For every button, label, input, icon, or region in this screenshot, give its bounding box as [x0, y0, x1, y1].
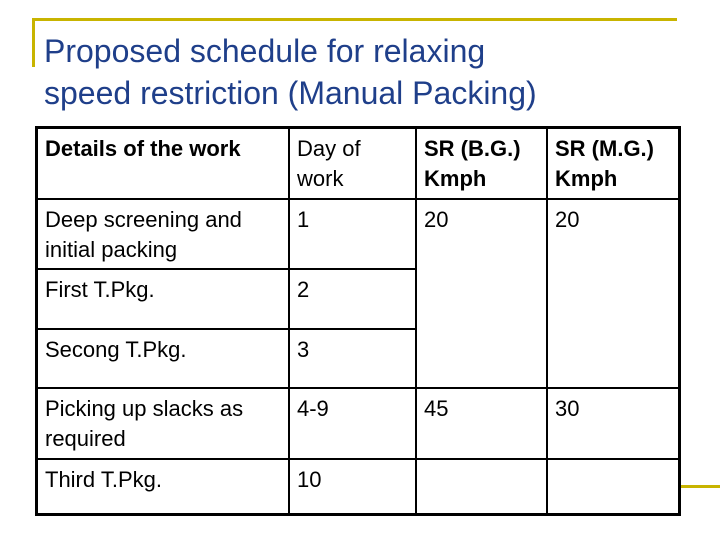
- row-2-details: First T.Pkg.: [45, 277, 155, 302]
- schedule-table: [35, 126, 681, 516]
- header-sr-mg: SR (M.G.) Kmph: [555, 136, 654, 191]
- row-1-day: 1: [297, 207, 310, 232]
- header-details: Details of the work: [45, 136, 241, 161]
- speed-group-1-sr-bg: 20: [424, 207, 449, 232]
- empty-cell: [548, 460, 678, 513]
- row-1-details: Deep screening and initial packing: [45, 207, 242, 262]
- row-3-details: Secong T.Pkg.: [45, 337, 187, 362]
- row-5-details: Third T.Pkg.: [45, 467, 162, 492]
- empty-cell: [417, 460, 546, 513]
- row-2-day: 2: [297, 277, 310, 302]
- row-3-day: 3: [297, 337, 310, 362]
- header-sr-bg: SR (B.G.) Kmph: [424, 136, 521, 191]
- accent-line-bottom: [680, 485, 720, 488]
- speed-group-2-sr-bg: 45: [424, 396, 449, 421]
- speed-group-1-sr-mg: 20: [555, 207, 580, 232]
- row-4-details: Picking up slacks as required: [45, 396, 244, 451]
- slide-title-line-1: Proposed schedule for relaxing: [44, 33, 486, 69]
- accent-line-left: [32, 18, 35, 67]
- row-5-day: 10: [297, 467, 322, 492]
- row-4-day: 4-9: [297, 396, 329, 421]
- speed-group-2-sr-mg: 30: [555, 396, 580, 421]
- slide-title-line-2: speed restriction (Manual Packing): [44, 75, 537, 111]
- slide-title: [44, 30, 684, 114]
- header-day: Day of work: [297, 136, 361, 191]
- accent-line-top: [32, 18, 677, 21]
